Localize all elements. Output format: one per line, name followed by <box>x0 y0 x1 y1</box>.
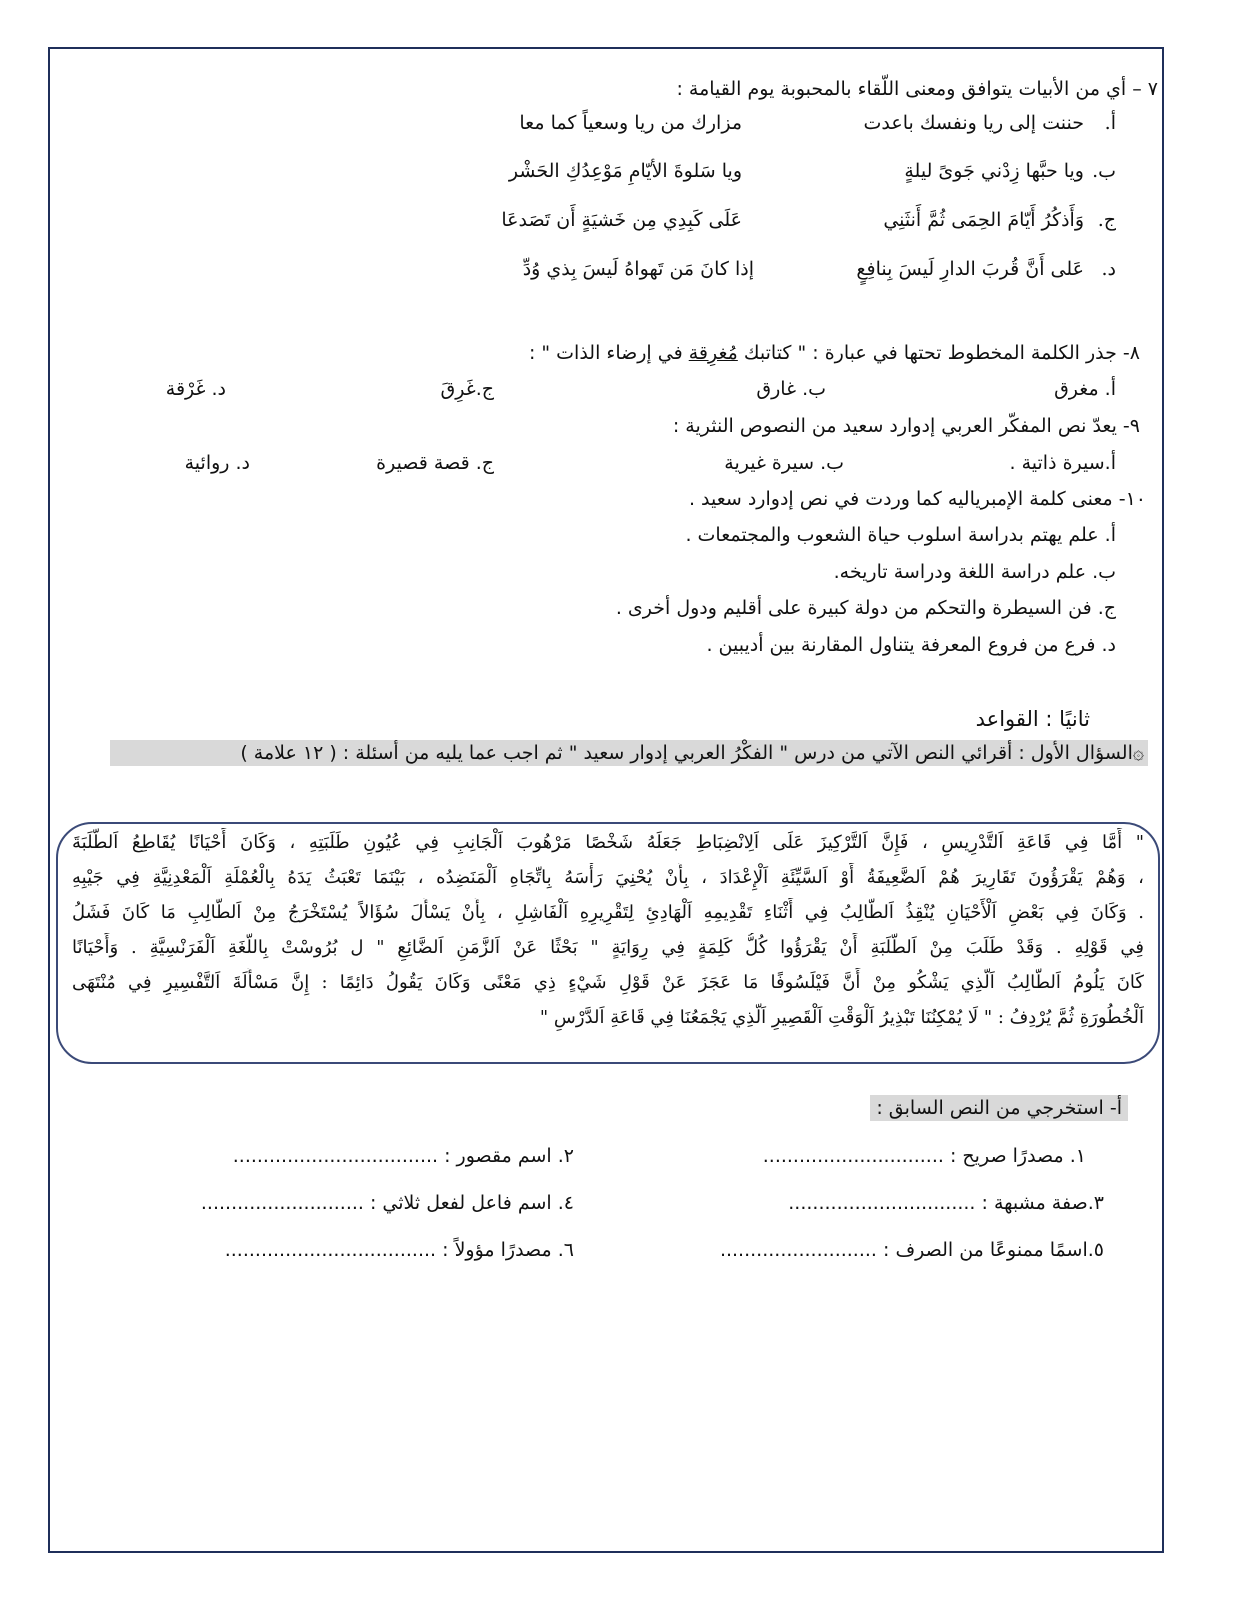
q9-option-a: أ.سيرة ذاتية . <box>1009 452 1116 474</box>
q8-option-a: أ. مغرق <box>1054 378 1116 400</box>
q10-option-b: ب. علم دراسة اللغة ودراسة تاريخه. <box>833 561 1116 583</box>
q10-stem: ١٠- معنى كلمة الإمبرياليه كما وردت في نص إدوارد سعيد . <box>688 488 1146 510</box>
section-title: ثانيًا : القواعد <box>975 707 1090 731</box>
q9-option-c: ج. قصة قصيرة <box>376 452 494 474</box>
q7-option-c-letter: ج. <box>1097 209 1116 231</box>
passage-box <box>56 822 1160 1064</box>
passage-line: فِي قَوْلِهِ . وَقَدْ طَلَبَ مِنْ اَلطَّلَبَةِ أَنْ يَقْرَؤُوا كُلُّ كَلِمَةٍ فِي رِوَايَةٍ " بَحْثًا عَنْ اَلزَّمَنِ اَلضَّائِعِ " ل بُرُوسْتْ بِاللُّغَةِ اَلْفَرَنْسِيَّةِ . وَأَحْيَانًا <box>72 937 1144 958</box>
q7-option-d-second: إذا كانَ مَن تَهواهُ لَيسَ بِذي وُدِّ <box>522 258 754 280</box>
q7-option-d-first: عَلى أَنَّ قُربَ الدارِ لَيسَ بِنافِعٍ <box>856 258 1084 280</box>
passage-line: " أَمَّا فِي قَاعَةِ اَلتَّدْرِيسِ ، فَإِنَّ اَلتَّرْكِيزَ عَلَى اَلِانْضِبَاطِ جَعَلَهُ شَخْصًا مَرْهُوبَ اَلْجَانِبِ فِي عُيُونِ طَلَبَتِهِ ، وَكَانَ أَحْيَانًا يُقَاطِعُ اَلطَّلَبَةَ <box>72 832 1144 853</box>
q7-stem: ٧ – أي من الأبيات يتوافق ومعنى اللّقاء بالمحبوبة يوم القيامة : <box>676 78 1158 100</box>
extract-item-2: ٢. اسم مقصور : .................................. <box>232 1145 574 1167</box>
extract-item-3: ٣.صفة مشبهة : ............................... <box>788 1192 1104 1214</box>
q9-stem: ٩- يعدّ نص المفكّر العربي إدوارد سعيد من النصوص النثرية : <box>672 415 1140 437</box>
passage-line: . وَكَانَ فِي بَعْضِ اَلْأَحْيَانِ يُنْقِذُ اَلطَّالِبُ فِي أَثْنَاءِ تَقْدِيمِهِ اَلْهَادِئِ لِتَقْرِيرِهِ اَلْفَاشِلِ ، بِأَنْ يَسْأَلَ سُؤَالاً يُسْتَخْرَجُ مِنْ اَلطَّالِبِ مَا كَانَ فَشَلُ <box>72 902 1144 923</box>
q7-option-b-second: ويا سَلوةَ الأيّامِ مَوْعِدُكِ الحَشْر <box>508 160 742 182</box>
q7-option-b-letter: ب. <box>1092 160 1116 182</box>
extract-heading: أ- استخرجي من النص السابق : <box>870 1095 1128 1121</box>
q7-option-a-letter: أ. <box>1104 112 1116 134</box>
q10-option-c: ج. فن السيطرة والتحكم من دولة كبيرة على أقليم ودول أخرى . <box>615 597 1116 619</box>
q10-option-a: أ. علم يهتم بدراسة اسلوب حياة الشعوب والمجتمعات . <box>685 524 1116 546</box>
q8-stem: ٨- جذر الكلمة المخطوط تحتها في عبارة : " كتاتبك مُغرِقة في إرضاء الذات " : <box>528 342 1140 364</box>
extract-item-1: ١. مصدرًا صريح : .............................. <box>762 1145 1086 1167</box>
passage-line: اَلْخُطُورَةِ ثُمَّ يُرْدِفُ : " لَا يُمْكِنُنَا تَبْذِيرُ اَلْوَقْتِ اَلْقَصِيرِ اَلَّذِي يَجْمَعُنَا فِي قَاعَةِ اَلدَّرْسِ " <box>539 1007 1144 1028</box>
q9-option-b: ب. سيرة غيرية <box>724 452 844 474</box>
extract-item-6: ٦. مصدرًا مؤولاً : ................................... <box>224 1239 574 1261</box>
underlined-word: مُغرِقة <box>688 342 738 364</box>
grammar-question-1: ۞السؤال الأول : أقرائي النص الآتي من درس " الفكْرُ العربي إدوار سعيد " ثم اجب عما يليه من أسئلة : ( ١٢ علامة ) <box>110 740 1148 766</box>
q7-option-c-first: وَأَذكُرُ أَيّامَ الحِمَى ثُمَّ أَنثَنِي <box>883 209 1084 231</box>
extract-item-5: ٥.اسمًا ممنوعًا من الصرف : .......................... <box>719 1239 1104 1261</box>
q7-option-d-letter: د. <box>1101 258 1116 280</box>
q8-option-c: ج.غَرِقَ <box>440 378 494 400</box>
q8-option-b: ب. غارق <box>756 378 826 400</box>
q8-option-d: د. غَرْقة <box>165 378 226 400</box>
q9-option-d: د. روائية <box>184 452 250 474</box>
extract-item-4: ٤. اسم فاعل لفعل ثلاثي : ........................... <box>200 1192 574 1214</box>
passage-line: كَانَ يَلُومُ اَلطَّالِبُ اَلَّذِي يَشْكُو مِنْ أَنَّ فَيْلَسُوفًا مَا عَجَزَ عَنْ قَوْلِ شَيْءٍ ذِي مَعْنًى وَكَانَ يَقُولُ دَائِمًا : إِنَّ مَسْأَلَةَ اَلتَّفْسِيرِ فِي مُنْتَهَى <box>72 972 1144 993</box>
q7-option-b-first: ويا حبَّها زِدْني جَوىً ليلةٍ <box>904 160 1084 182</box>
q7-option-c-second: عَلَى كَبِدِي مِن خَشيَةٍ أَن تَصَدعَا <box>501 209 742 231</box>
q10-option-d: د. فرع من فروع المعرفة يتناول المقارنة بين أديبين . <box>706 634 1116 656</box>
q7-option-a-first: حننت إلى ريا ونفسك باعدت <box>863 112 1084 134</box>
q7-option-a-second: مزارك من ريا وسعياً كما معا <box>519 112 742 134</box>
passage-line: ، وَهُمْ يَقْرَؤُونَ تَقَارِيرَ هُمْ اَلضَّعِيفَةُ أَوْ اَلسَّيِّئَةِ اَلْإِعْدَادَ ، بِأَنْ يُحْنِيَ رَأْسَهُ بِاتِّجَاهِ اَلْمَنَضِدُه ، بَيْنَمَا تَعْبَثُ يَدَهُ بِالْعُمْلَةِ اَلْمَعْدِنِيَّةِ فِي جَيْبِهِ <box>72 867 1144 888</box>
